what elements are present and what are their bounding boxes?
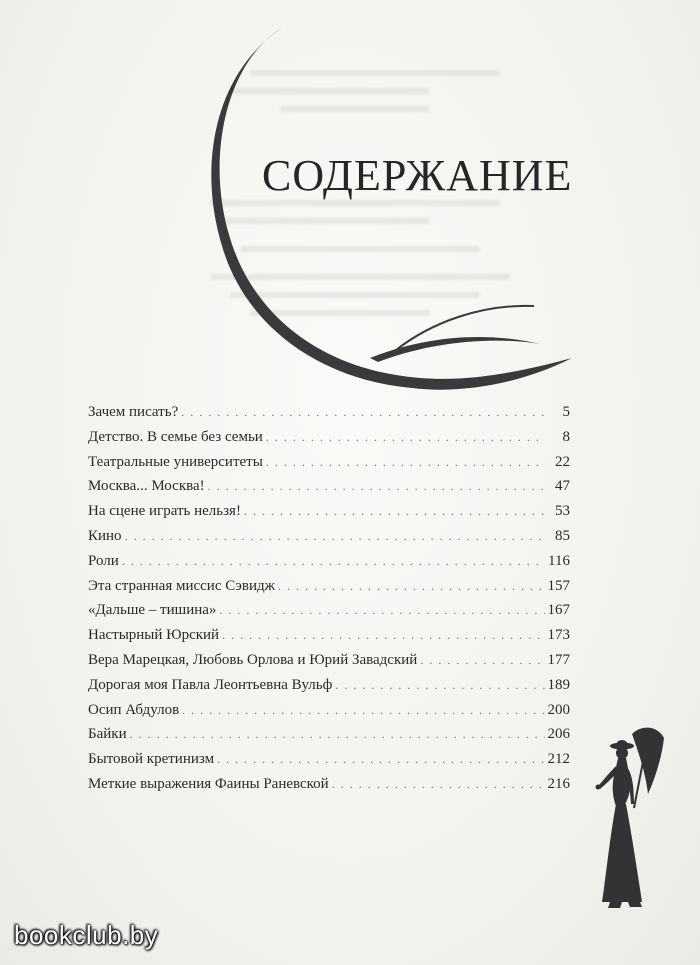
- page-title: СОДЕРЖАНИЕ: [262, 151, 573, 200]
- table-of-contents: [88, 400, 570, 797]
- toc-entry[interactable]: [88, 598, 570, 623]
- toc-dot-leader: [335, 673, 544, 698]
- toc-entry-title: Театральные университеты: [88, 453, 263, 470]
- toc-entry-page: 157: [547, 577, 570, 594]
- toc-entry[interactable]: [88, 524, 570, 549]
- toc-entry[interactable]: [88, 698, 570, 723]
- toc-entry[interactable]: [88, 648, 570, 673]
- toc-entry[interactable]: [88, 499, 570, 524]
- toc-entry[interactable]: [88, 574, 570, 599]
- toc-dot-leader: [125, 524, 545, 549]
- toc-entry-title: Москва... Москва!: [88, 478, 205, 495]
- toc-entry-title: Роли: [88, 552, 119, 569]
- toc-entry-title: Байки: [88, 726, 127, 743]
- toc-dot-leader: [219, 598, 544, 623]
- toc-entry[interactable]: [88, 673, 570, 698]
- toc-entry-title: Детство. В семье без семьи: [88, 428, 263, 445]
- toc-entry-page: 177: [547, 651, 570, 668]
- toc-entry[interactable]: [88, 722, 570, 747]
- toc-entry-title: Настырный Юрский: [88, 627, 220, 644]
- toc-dot-leader: [278, 574, 545, 599]
- toc-entry-page: 85: [555, 527, 570, 544]
- toc-dot-leader: [208, 474, 545, 499]
- toc-entry-page: 5: [562, 404, 570, 420]
- toc-entry[interactable]: [88, 772, 570, 797]
- site-watermark: bookclub.by: [14, 920, 159, 950]
- toc-entry-title: Меткие выражения Фаины Раневской: [88, 775, 329, 792]
- toc-entry[interactable]: [88, 747, 570, 772]
- toc-entry[interactable]: [88, 400, 570, 425]
- toc-entry-page: 167: [547, 602, 570, 619]
- toc-entry-title: Эта странная миссис Сэвидж: [88, 577, 275, 594]
- crescent-tail-stroke: [370, 337, 540, 362]
- toc-entry-page: 216: [547, 775, 570, 792]
- toc-dot-leader: [217, 747, 544, 772]
- toc-entry[interactable]: [88, 549, 570, 574]
- toc-entry[interactable]: [88, 450, 570, 475]
- crescent-stroke: [211, 28, 572, 390]
- toc-entry[interactable]: [88, 425, 570, 450]
- toc-dot-leader: [244, 499, 545, 524]
- toc-entry[interactable]: [88, 623, 570, 648]
- toc-entry-page: 53: [555, 503, 570, 520]
- toc-entry-page: 22: [555, 453, 570, 470]
- toc-dot-leader: [332, 772, 545, 797]
- toc-dot-leader: [181, 400, 545, 425]
- toc-entry[interactable]: [88, 474, 570, 499]
- toc-entry-page: 200: [547, 701, 570, 718]
- toc-dot-leader: [122, 549, 545, 574]
- toc-entry-page: 189: [547, 676, 570, 693]
- toc-entry-title: «Дальше – тишина»: [88, 602, 217, 619]
- toc-entry-title: На сцене играть нельзя!: [88, 503, 241, 520]
- lady-with-umbrella-icon: [588, 716, 668, 916]
- toc-entry-title: Вера Марецкая, Любовь Орлова и Юрий Завадский: [88, 651, 418, 668]
- toc-dot-leader: [420, 648, 544, 673]
- toc-entry-title: Зачем писать?: [88, 404, 179, 420]
- crescent-inner-curve: [396, 306, 534, 350]
- toc-dot-leader: [222, 623, 544, 648]
- toc-entry-page: 206: [547, 726, 570, 743]
- toc-dot-leader: [130, 722, 545, 747]
- toc-entry-title: Осип Абдулов: [88, 701, 180, 718]
- toc-entry-title: Бытовой кретинизм: [88, 751, 215, 768]
- toc-entry-page: 173: [547, 627, 570, 644]
- toc-entry-title: Дорогая моя Павла Леонтьевна Вульф: [88, 676, 333, 693]
- toc-dot-leader: [182, 698, 544, 723]
- toc-entry-page: 116: [548, 552, 570, 569]
- toc-entry-title: Кино: [88, 527, 122, 544]
- toc-entry-page: 8: [562, 428, 570, 445]
- toc-dot-leader: [266, 425, 545, 450]
- toc-entry-page: 212: [547, 751, 570, 768]
- toc-dot-leader: [266, 450, 545, 475]
- toc-entry-page: 47: [555, 478, 570, 495]
